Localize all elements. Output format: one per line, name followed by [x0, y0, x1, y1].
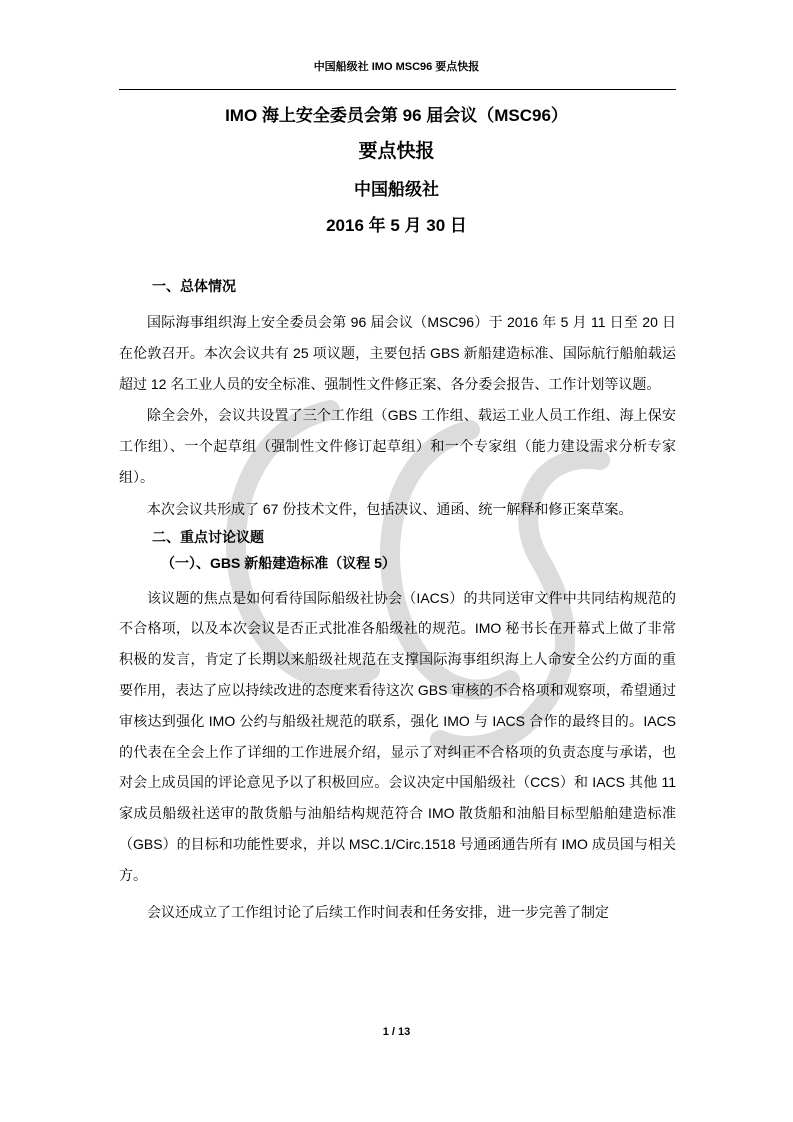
- subsection-heading-gbs: （一）、GBS 新船建造标准（议程 5）: [161, 554, 396, 571]
- paragraph: 国际海事组织海上安全委员会第 96 届会议（MSC96）于 2016 年 5 月 11 日至 20 日在伦敦召开。本次会议共有 25 项议题，主要包括 GBS 新船建造标准、国际航行船舶载运超过 12 名工业人员的安全标准、强制性文件修正案、各分委会报告、工作计划等议题。: [119, 314, 676, 392]
- paragraph: 本次会议共形成了 67 份技术文件，包括决议、通函、统一解释和修正案草案。: [147, 500, 633, 517]
- document-body: [119, 276, 676, 927]
- document-title: IMO 海上安全委员会第 96 届会议（MSC96）: [225, 106, 568, 125]
- header-divider: [119, 89, 676, 90]
- paragraph: 除全会外，会议共设置了三个工作组（GBS 工作组、载运工业人员工作组、海上保安工作组）、一个起草组（强制性文件修订起草组）和一个专家组（能力建设需求分析专家组）。: [119, 407, 676, 485]
- running-header: 中国船级社 IMO MSC96 要点快报: [313, 61, 480, 73]
- section-heading-key-topics: 二、重点讨论议题: [152, 528, 264, 545]
- document-subtitle: 要点快报: [358, 141, 435, 162]
- issuing-organization: 中国船级社: [354, 180, 439, 199]
- page-number: 1 / 13: [382, 1026, 411, 1038]
- paragraph: 会议还成立了工作组讨论了后续工作时间表和任务安排，进一步完善了制定: [147, 903, 609, 920]
- document-date: 2016 年 5 月 30 日: [326, 216, 467, 235]
- paragraph: 该议题的焦点是如何看待国际船级社协会（IACS）的共同送审文件中共同结构规范的不合格项，以及本次会议是否正式批准各船级社的规范。IMO 秘书长在开幕式上做了非常积极的发言，肯定了长期以来船级社规范在支撑国际海事组织海上人命安全公约方面的重要作用，表达了应以持续改进的态度来看待这次 GBS 审核的不合格项和观察项，希望通过审核达到强化 IMO 公约与船级社规范的联系，强化 IMO 与 IACS 合作的最终目的。IACS 的代表在全会上作了详细的工作进展介绍，显示了对纠正不合格项的负责态度与承诺，也对会上成员国的评论意见予以了积极回应。会议决定中国船级社（CCS）和 IACS 其他 11 家成员船级社送审的散货船与油船结构规范符合 IMO 散货船和油船目标型船舶建造标准（GBS）的目标和功能性要求，并以 MSC.1/Circ.1518 号通函通告所有 IMO 成员国与相关方。: [119, 589, 676, 883]
- section-heading-overview: 一、总体情况: [152, 278, 236, 294]
